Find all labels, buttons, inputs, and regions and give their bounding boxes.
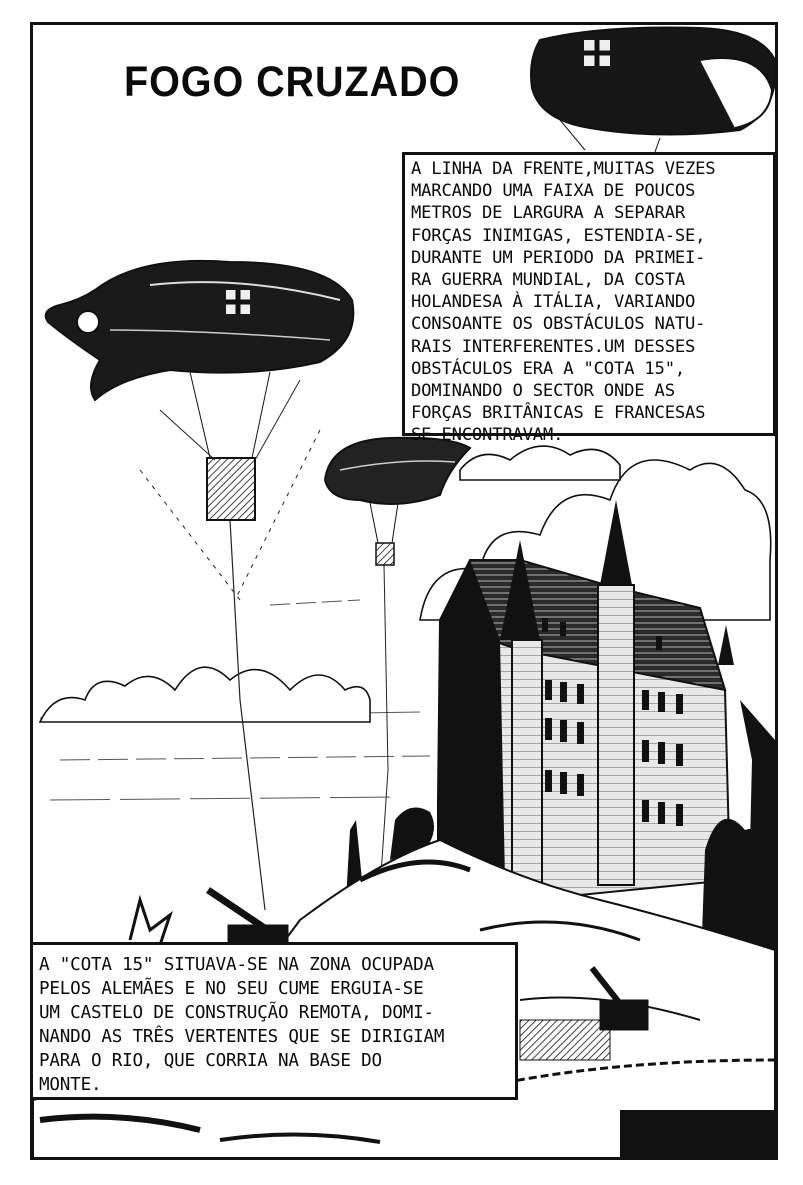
caption-line: FORÇAS BRITÂNICAS E FRANCESAS xyxy=(411,403,706,424)
caption-line: CONSOANTE OS OBSTÁCULOS NATU- xyxy=(411,314,706,335)
caption-line: MARCANDO UMA FAIXA DE POUCOS xyxy=(411,181,696,202)
caption-line: SE ENCONTRAVAM. xyxy=(411,425,564,446)
caption-line: MONTE. xyxy=(39,1075,102,1095)
caption-line: DURANTE UM PERIODO DA PRIMEI- xyxy=(411,247,706,268)
caption-line: PARA O RIO, QUE CORRIA NA BASE DO xyxy=(39,1051,382,1071)
caption-line: UM CASTELO DE CONSTRUÇÃO REMOTA, DOMI- xyxy=(39,1003,434,1023)
caption-line: RA GUERRA MUNDIAL, DA COSTA xyxy=(411,270,685,291)
caption-box-bottom xyxy=(30,942,518,1100)
observation-balloon-small xyxy=(325,438,470,565)
caption-line: OBSTÁCULOS ERA A "COTA 15", xyxy=(411,358,685,379)
caption-line: HOLANDESA À ITÁLIA, VARIANDO xyxy=(411,292,696,313)
caption-line: DOMINANDO O SECTOR ONDE AS xyxy=(411,381,675,402)
caption-line: A "COTA 15" SITUAVA-SE NA ZONA OCUPADA xyxy=(39,955,434,975)
observation-balloon-top xyxy=(531,28,776,153)
page-title: FOGO CRUZADO xyxy=(124,58,461,106)
caption-box-top xyxy=(402,152,776,446)
caption-line: A LINHA DA FRENTE,MUITAS VEZES xyxy=(411,159,716,179)
caption-line: PELOS ALEMÃES E NO SEU CUME ERGUIA-SE xyxy=(39,979,424,999)
caption-line: RAIS INTERFERENTES.UM DESSES xyxy=(411,336,696,357)
caption-line: METROS DE LARGURA A SEPARAR xyxy=(411,203,685,224)
observation-balloon-large xyxy=(46,261,354,520)
caption-line: NANDO AS TRÊS VERTENTES QUE SE DIRIGIAM xyxy=(39,1027,445,1047)
caption-line: FORÇAS INIMIGAS, ESTENDIA-SE, xyxy=(411,225,706,246)
